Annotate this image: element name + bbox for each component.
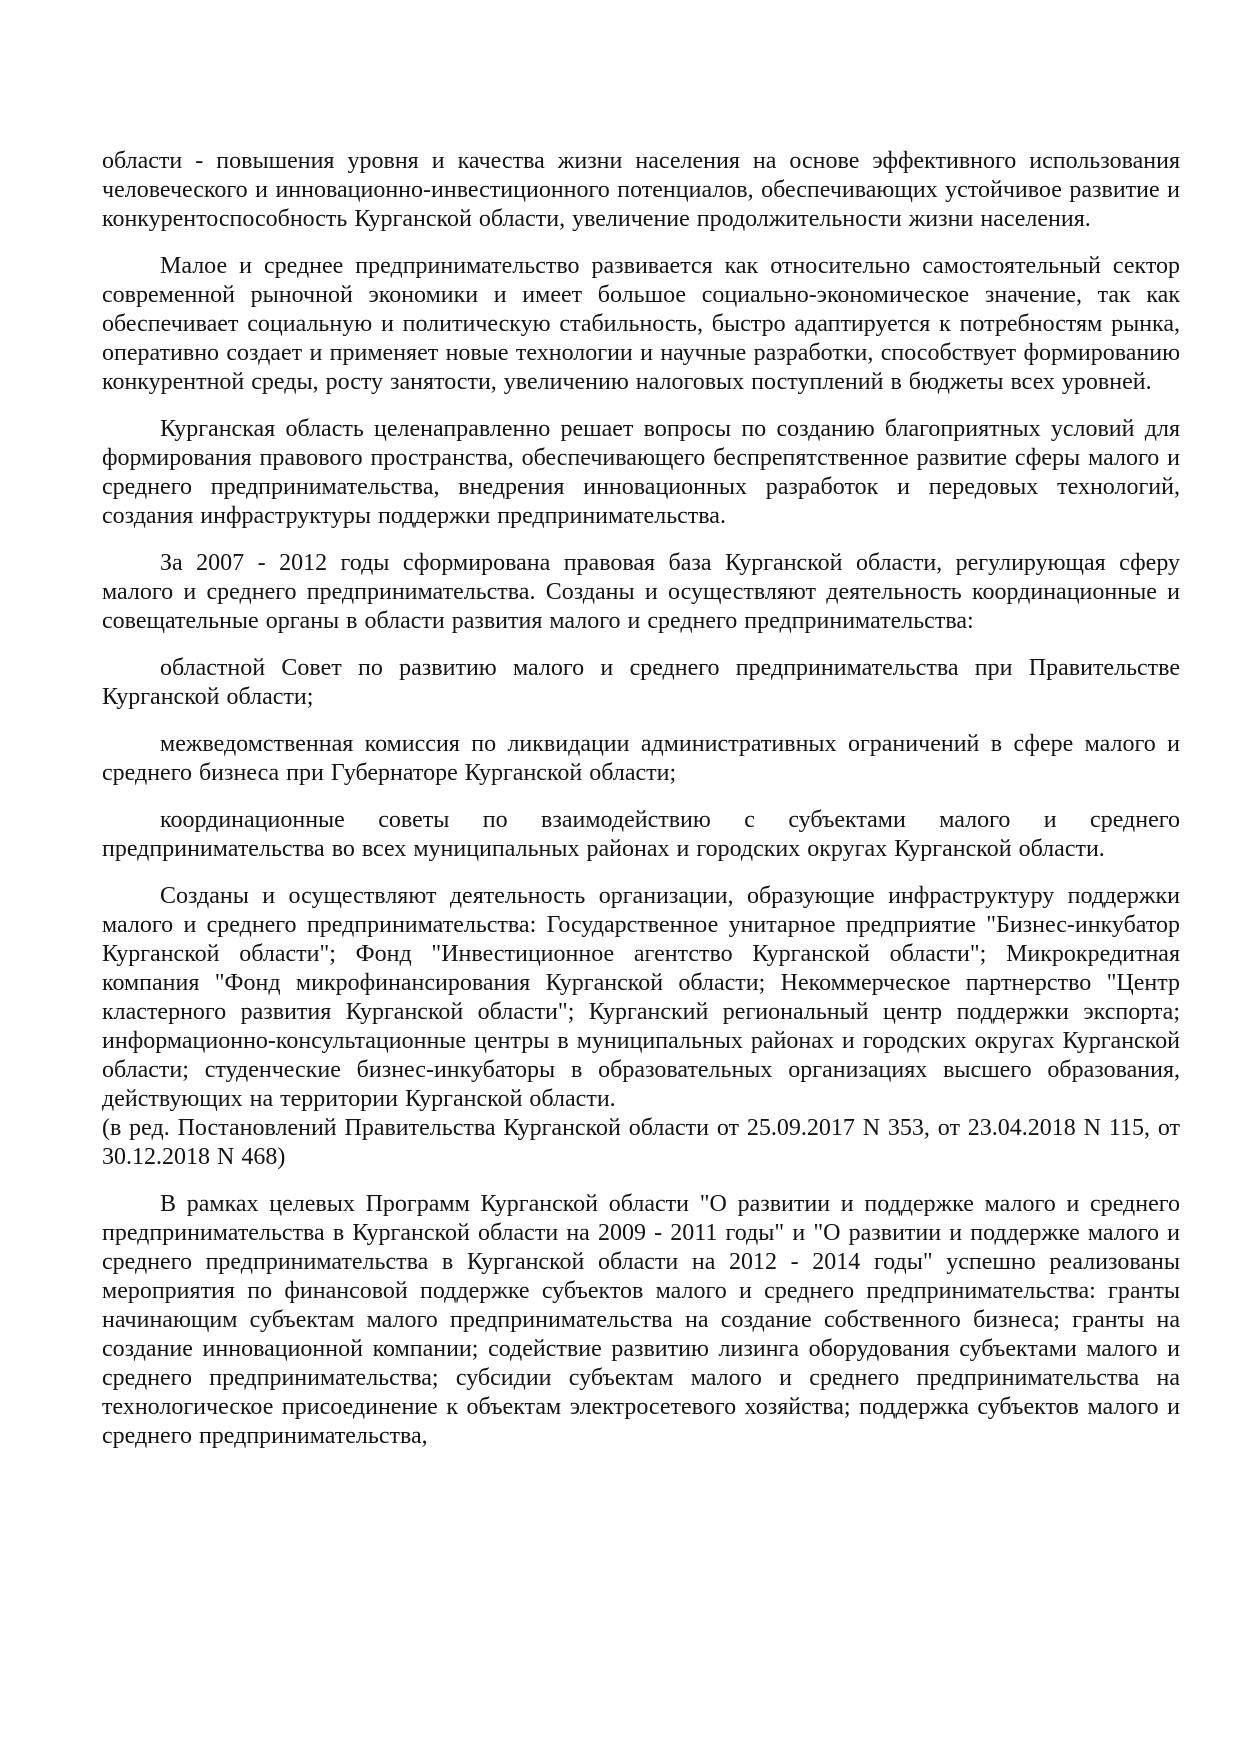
paragraph-legal-base-2007-2012: За 2007 - 2012 годы сформирована правовая база Курганской области, регулирующая сферу малого и среднего предпринимательства. Созданы и осуществляют деятельность координационные и совещательные органы в области развития малого и среднего предпринимательства: bbox=[102, 550, 1180, 634]
paragraph-target-programs: В рамках целевых Программ Курганской области "О развитии и поддержке малого и среднего предпринимательства в Курганской области на 2009 - 2011 годы" и "О развитии и поддержке малого и среднего предпринимательства в Курганской области на 2012 - 2014 годы" успешно реализованы мероприятия по финансовой поддержке субъектов малого и среднего предпринимательства: гранты начинающим субъектам малого предпринимательства на создание собственного бизнеса; гранты на создание инновационной компании; содействие развитию лизинга оборудования субъектами малого и среднего предпринимательства; субсидии субъектам малого и среднего предпринимательства на технологическое присоединение к объектам электросетевого хозяйства; поддержка субъектов малого и среднего предпринимательства, bbox=[102, 1191, 1180, 1449]
paragraph-goal-continuation: области - повышения уровня и качества жизни населения на основе эффективного использования человеческого и инновационно-инвестиционного потенциалов, обеспечивающих устойчивое развитие и конкурентоспособность Курганской области, увеличение продолжительности жизни населения. bbox=[102, 148, 1180, 232]
amendment-note: (в ред. Постановлений Правительства Курганской области от 25.09.2017 N 353, от 23.04.2018 N 115, от 30.12.2018 N 468) bbox=[102, 1115, 1180, 1170]
list-item-coordination-councils: координационные советы по взаимодействию с субъектами малого и среднего предпринимательства во всех муниципальных районах и городских округах Курганской области. bbox=[102, 807, 1180, 862]
paragraph-infrastructure-organizations: Созданы и осуществляют деятельность организации, образующие инфраструктуру поддержки малого и среднего предпринимательства: Государственное унитарное предприятие "Бизнес-инкубатор Курганской области"; Фонд "Инвестиционное агентство Курганской области"; Микрокредитная компания "Фонд микрофинансирования Курганской области; Некоммерческое партнерство "Центр кластерного развития Курганской области"; Курганский региональный центр поддержки экспорта; информационно-консультационные центры в муниципальных районах и городских округах Курганской области; студенческие бизнес-инкубаторы в образовательных организациях высшего образования, действующих на территории Курганской области. bbox=[102, 883, 1180, 1112]
paragraph-region-conditions: Курганская область целенаправленно решает вопросы по созданию благоприятных условий для формирования правового пространства, обеспечивающего беспрепятственное развитие сферы малого и среднего предпринимательства, внедрения инновационных разработок и передовых технологий, создания инфраструктуры поддержки предпринимательства. bbox=[102, 416, 1180, 529]
paragraph-sme-role: Малое и среднее предпринимательство развивается как относительно самостоятельный сектор современной рыночной экономики и имеет большое социально-экономическое значение, так как обеспечивает социальную и политическую стабильность, быстро адаптируется к потребностям рынка, оперативно создает и применяет новые технологии и научные разработки, способствует формированию конкурентной среды, росту занятости, увеличению налоговых поступлений в бюджеты всех уровней. bbox=[102, 253, 1180, 395]
list-item-regional-council: областной Совет по развитию малого и среднего предпринимательства при Правительстве Курганской области; bbox=[102, 655, 1180, 710]
list-item-interagency-commission: межведомственная комиссия по ликвидации административных ограничений в сфере малого и среднего бизнеса при Губернаторе Курганской области; bbox=[102, 731, 1180, 786]
